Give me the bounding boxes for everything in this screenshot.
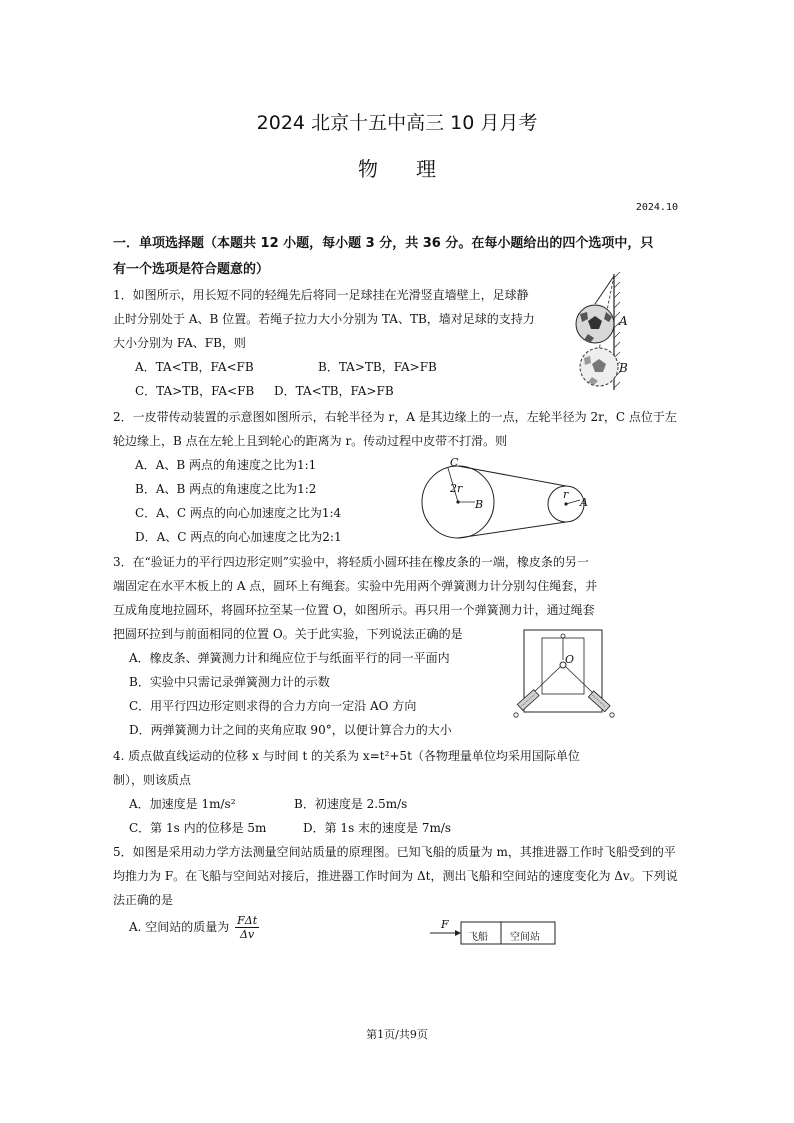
q4-option-d: D．第 1s 末的速度是 7m/s (303, 821, 452, 835)
page-title: 2024 北京十五中高三 10 月月考 (256, 112, 538, 134)
q5-figure-station: 空间站 (510, 932, 540, 943)
q2-line2: 轮边缘上，B 点在左轮上且到轮心的距离为 r。传动过程中皮带不打滑。则 (113, 434, 508, 448)
q4-line2: 制），则该质点 (113, 773, 192, 787)
q2-figure-label-2r: 2r (450, 482, 463, 495)
q1-option-c: C．TA>TB，FA<FB (135, 384, 255, 398)
q5-line2: 均推力为 F。在飞船与空间站对接后，推进器工作时间为 Δt，测出飞船和空间站的速度变化为 Δv。下列说 (113, 869, 678, 883)
q4-option-c: C．第 1s 内的位移是 5m (129, 821, 267, 835)
q1-figure-label-a: A (619, 314, 628, 328)
q2-option-c: C．A、C 两点的向心加速度之比为1:4 (135, 506, 342, 520)
q2-option-d: D．A、C 两点的向心加速度之比为2:1 (135, 530, 342, 544)
q2-option-b: B．A、B 两点的角速度之比为1:2 (135, 482, 317, 496)
q2-figure-label-r: r (563, 488, 569, 501)
q5-figure-label-f: F (441, 918, 449, 931)
q3-line4: 把圆环拉到与前面相同的位置 O。关于此实验，下列说法正确的是 (113, 627, 463, 641)
page-footer: 第1页/共9页 (366, 1028, 428, 1041)
q2-option-a: A．A、B 两点的角速度之比为1:1 (135, 458, 317, 472)
q1-line1: 1．如图所示，用长短不同的轻绳先后将同一足球挂在光滑竖直墙壁上，足球静 (113, 288, 529, 302)
q2-figure-label-b: B (475, 498, 484, 511)
q3-figure-label-o: O (565, 653, 575, 666)
q1-option-a: A．TA<TB，FA<FB (135, 360, 254, 374)
q1-line3: 大小分别为 FA、FB，则 (113, 336, 246, 350)
q5-line1: 5．如图是采用动力学方法测量空间站质量的原理图。已知飞船的质量为 m，其推进器工作时飞船受到的平 (113, 845, 676, 859)
q2-figure-label-c: C (450, 456, 459, 469)
q5-option-a (129, 914, 259, 941)
q3-line1: 3．在“验证力的平行四边形定则”实验中，将轻质小圆环挂在橡皮条的一端，橡皮条的另一 (113, 555, 589, 569)
q5-line3: 法正确的是 (113, 893, 174, 907)
q3-line2: 端固定在水平木板上的 A 点，圆环上有绳套。实验中先用两个弹簧测力计分别勾住绳套，并 (113, 579, 598, 593)
q3-option-b: B．实验中只需记录弹簧测力计的示数 (129, 675, 330, 689)
subject-title: 物理 (358, 157, 474, 181)
q1-figure (570, 272, 630, 397)
q4-line1: 4. 质点做直线运动的位移 x 与时间 t 的关系为 x=t²+5t（各物理量单位均采用国际单位 (113, 749, 580, 763)
q3-option-a: A．橡皮条、弹簧测力计和绳应位于与纸面平行的同一平面内 (129, 651, 450, 665)
q1-figure-label-b: B (619, 361, 628, 375)
q1-line2: 止时分别处于 A、B 位置。若绳子拉力大小分别为 TA、TB，墙对足球的支持力 (113, 312, 535, 326)
section-heading-line1: 一．单项选择题（本题共 12 小题，每小题 3 分，共 36 分。在每小题给出的四个选项中，只 (113, 236, 654, 251)
section-heading-line2: 有一个选项是符合题意的） (113, 262, 270, 277)
q4-option-b: B．初速度是 2.5m/s (294, 797, 408, 811)
q2-line1: 2．一皮带传动装置的示意图如图所示，右轮半径为 r，A 是其边缘上的一点，左轮半径为 2r，C 点位于左 (113, 410, 677, 424)
q3-force-figure (512, 628, 617, 723)
q3-line3: 互成角度地拉圆环，将圆环拉至某一位置 O，如图所示。再只用一个弹簧测力计，通过绳套 (113, 603, 595, 617)
q3-option-d: D．两弹簧测力计之间的夹角应取 90°，以便计算合力的大小 (129, 723, 452, 737)
q5-fraction-numerator: FΔt (237, 914, 258, 927)
q4-option-a: A．加速度是 1m/s² (129, 797, 236, 811)
q5-option-a-fraction (235, 914, 259, 941)
q5-option-a-text: A. 空间站的质量为 (129, 920, 230, 934)
q5-figure-ship: 飞船 (468, 932, 488, 943)
exam-date: 2024.10 (635, 202, 678, 213)
q3-option-c: C．用平行四边形定则求得的合力方向一定沿 AO 方向 (129, 699, 417, 713)
q1-option-b: B．TA>TB，FA>FB (318, 360, 437, 374)
q2-figure-label-a: A (580, 496, 588, 509)
q1-option-d: D．TA<TB，FA>FB (274, 384, 394, 398)
q5-fraction-denominator: Δv (240, 928, 255, 941)
